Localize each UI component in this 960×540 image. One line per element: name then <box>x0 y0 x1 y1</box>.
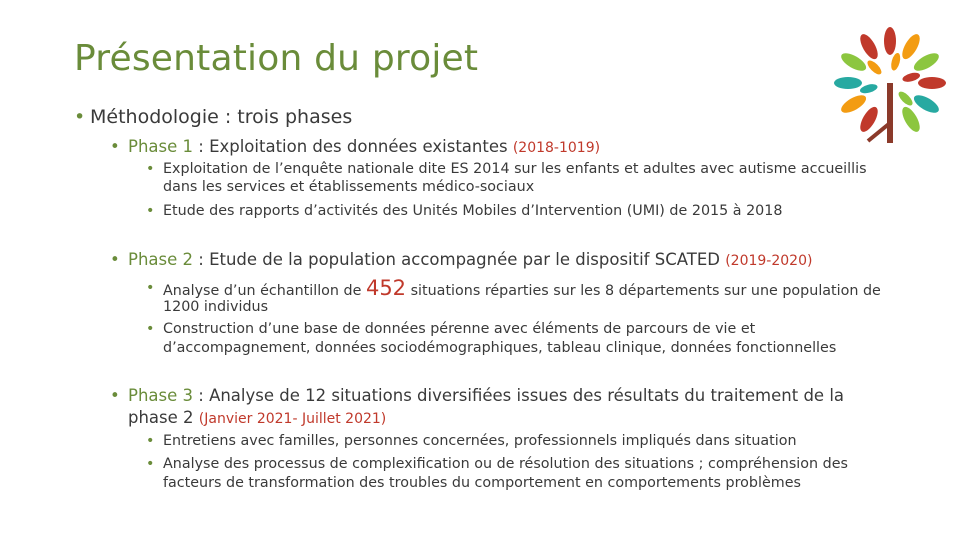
bullet-icon: • <box>146 433 155 449</box>
phase2-text: : Etude de la population accompagnée par le dispositif SCATED <box>193 250 726 269</box>
phase1-item1-line2: dans les services et établissements médico-sociaux <box>163 179 535 195</box>
bullet-icon: • <box>110 250 120 269</box>
phase3-heading-line2 <box>128 408 386 427</box>
phase1-item1-line1: Exploitation de l’enquête nationale dite ES 2014 sur les enfants et adultes avec autisme accueillis <box>163 161 867 177</box>
phase3-heading-line1 <box>128 386 844 405</box>
phase2-item2-line1: Construction d’une base de données pérenne avec éléments de parcours de vie et <box>163 321 756 337</box>
phase2-item1-post: situations réparties sur les 8 départements sur une population de <box>406 283 881 299</box>
bullet-icon: • <box>110 386 120 405</box>
slide-title: Présentation du projet <box>74 38 479 79</box>
phase3-item2-line2: facteurs de transformation des troubles du comportement en comportements problèmes <box>163 475 801 491</box>
bullet-icon: • <box>146 161 155 177</box>
phase2-item2-line2: d’accompagnement, données sociodémographiques, tableau clinique, données fonctionnelles <box>163 340 837 356</box>
phase2-label: Phase 2 <box>128 250 194 269</box>
bullet-icon: • <box>146 321 155 337</box>
bullet-icon: • <box>110 137 120 156</box>
phase3-item1: Entretiens avec familles, personnes concernées, professionnels impliqués dans situation <box>163 433 797 449</box>
sample-count: 452 <box>365 276 407 300</box>
phase2-item1-line2: 1200 individus <box>163 299 269 315</box>
phase3-line2-text: phase 2 <box>128 408 199 427</box>
methodology-heading: Méthodologie : trois phases <box>90 106 353 128</box>
tree-logo-icon <box>830 18 950 148</box>
phase3-label: Phase 3 <box>128 386 194 405</box>
bullet-icon: • <box>146 280 155 296</box>
bullet-icon: • <box>146 456 155 472</box>
phase1-text: : Exploitation des données existantes <box>193 137 513 156</box>
phase1-item2: Etude des rapports d’activités des Unités Mobiles d’Intervention (UMI) de 2015 à 2018 <box>163 203 783 219</box>
bullet-icon: • <box>146 203 155 219</box>
bullet-icon: • <box>74 106 86 128</box>
phase2-item1-line1 <box>163 276 881 300</box>
phase3-text: : Analyse de 12 situations diversifiées issues des résultats du traitement de la <box>193 386 845 405</box>
phase1-label: Phase 1 <box>128 137 194 156</box>
phase1-dates: (2018-1019) <box>512 140 601 156</box>
phase2-heading <box>128 250 812 269</box>
phase1-heading <box>128 137 600 156</box>
phase2-item1-pre: Analyse d’un échantillon de <box>163 283 366 299</box>
phase3-item2-line1: Analyse des processus de complexification ou de résolution des situations ; compréhension des <box>163 456 848 472</box>
phase2-dates: (2019-2020) <box>725 253 813 269</box>
phase3-dates: (Janvier 2021- Juillet 2021) <box>198 411 387 427</box>
